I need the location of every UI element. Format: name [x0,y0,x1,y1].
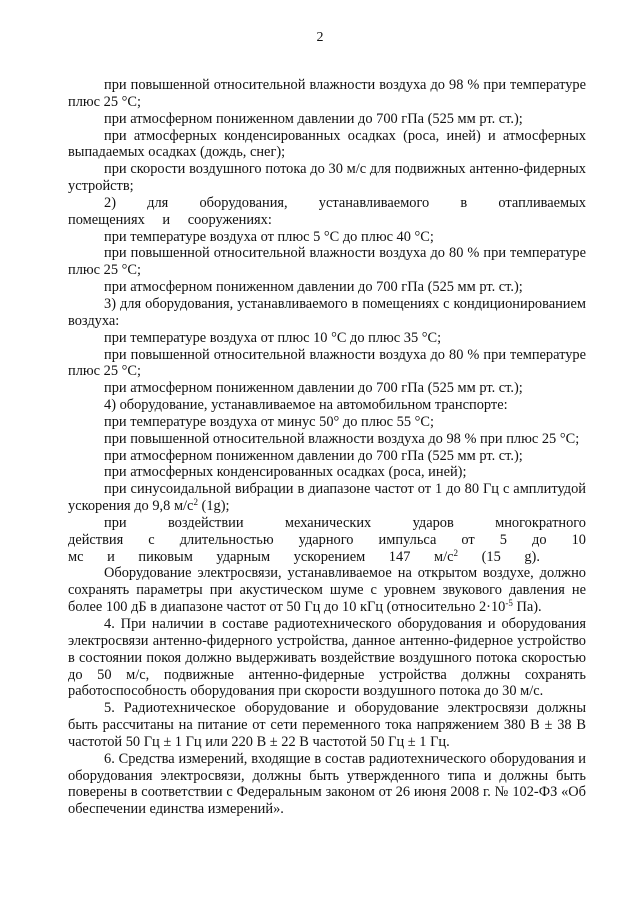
paragraph: 2) для оборудования, устанавливаемого в отапливаемых помещениях и сооружениях: [68,194,586,228]
paragraph: Оборудование электросвязи, устанавливаемое на открытом воздухе, должно сохранять параметры при акустическом шуме с уровнем звукового давления не более 100 дБ в диапазоне частот от 50 Гц до 10 кГц (относительно $2\cdot 10^{-5}$ Па). [68,565,586,616]
paragraph: 6. Средства измерений, входящие в состав радиотехнического оборудования и оборудования электросвязи, должны быть утвержденного типа и должны быть поверены в соответствии с Федеральным законом от 26 июня 2008 г. № 102-ФЗ «Об обеспечении единства измерений». [68,750,586,818]
paragraph: при атмосферных конденсированных осадках (роса, иней) и атмосферных выпадаемых осадках (дождь, снег); [68,127,586,161]
paragraph: 4. При наличии в составе радиотехнического оборудования и оборудования электросвязи антенно-фидерного устройства, данное антенно-фидерное устройство в состоянии покоя должно выдерживать воздействие воздушного потока скоростью до 50 м/с, подвижные антенно-фидерные устройства должны сохранять работоспособность оборудования при скорости воздушного потока до 30 м/с. [68,616,586,700]
paragraph: при температуре воздуха от плюс 5 °С до плюс 40 °С; [104,228,434,245]
paragraph: 3) для оборудования, устанавливаемого в помещениях с кондиционированием воздуха: [68,295,586,329]
paragraph: при скорости воздушного потока до 30 м/с для подвижных антенно-фидерных устройств; [68,161,586,195]
superscript: -5 [505,598,513,609]
paragraph: при температуре воздуха от минус 50° до плюс 55 °С; [104,413,434,430]
superscript: 2 [193,497,198,508]
paragraph: при повышенной относительной влажности воздуха до 80 % при температуре плюс 25 °С; [68,346,586,380]
paragraph: при температуре воздуха от плюс 10 °С до плюс 35 °С; [104,329,442,346]
paragraph: при атмосферных конденсированных осадках (роса, иней); [104,464,467,481]
paragraph: при повышенной относительной влажности воздуха до 98 % при температуре плюс 25 °С; [68,77,586,110]
paragraph: при воздействии механических ударов многократного действия с длительностью ударного импульса от 5 до 10 мс и пиковым ударным ускорением 147 $м/с^2$ (15 g). [68,514,586,565]
paragraph: при повышенной относительной влажности воздуха до 98 % при плюс 25 °С; [104,430,580,447]
document-body [68,77,586,818]
paragraph: при атмосферном пониженном давлении до 700 гПа (525 мм рт. ст.); [104,380,523,397]
paragraph: при атмосферном пониженном давлении до 700 гПа (525 мм рт. ст.); [104,110,523,127]
paragraph: при синусоидальной вибрации в диапазоне частот от 1 до 80 Гц с амплитудой ускорения до 9,8 $м/с^2$ (1g); [68,481,586,515]
page-number: 2 [316,30,324,45]
paragraph: при повышенной относительной влажности воздуха до 80 % при температуре плюс 25 °С; [68,245,586,279]
paragraph: 4) оборудование, устанавливаемое на автомобильном транспорте: [104,397,508,414]
paragraph: при атмосферном пониженном давлении до 700 гПа (525 мм рт. ст.); [104,447,523,464]
paragraph: при атмосферном пониженном давлении до 700 гПа (525 мм рт. ст.); [104,279,523,296]
superscript: 2 [453,547,458,558]
paragraph: 5. Радиотехническое оборудование и оборудование электросвязи должны быть рассчитаны на питание от сети переменного тока напряжением 380 В ± 38 В частотой 50 Гц ± 1 Гц или 220 В ± 22 В частотой 50 Гц ± 1 Гц. [68,700,586,750]
